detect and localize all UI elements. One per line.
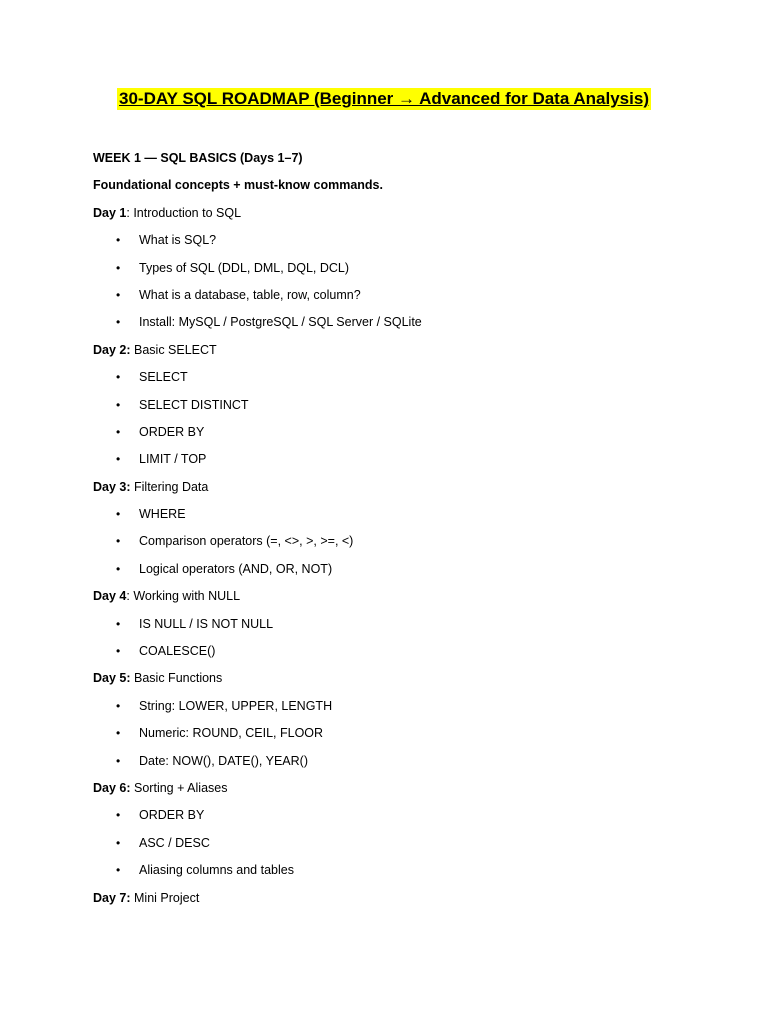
list-item: [93, 860, 713, 887]
list-item-text: Date: NOW(), DATE(), YEAR(): [139, 753, 308, 768]
list-item-text: SELECT: [139, 370, 188, 385]
list-item: [93, 230, 713, 257]
list-item: [93, 504, 713, 531]
bullet-icon: •: [116, 863, 121, 878]
bullet-icon: •: [116, 644, 121, 659]
bullet-icon: •: [116, 507, 121, 522]
list-item-text: ASC / DESC: [139, 835, 210, 850]
list-item: [93, 258, 713, 285]
list-item-text: What is a database, table, row, column?: [139, 287, 361, 302]
day-topic: Basic SELECT: [134, 342, 217, 357]
list-item: [93, 559, 713, 586]
list-item: [93, 422, 713, 449]
day-separator: :: [126, 205, 134, 220]
bullet-icon: •: [116, 233, 121, 248]
list-item: [93, 696, 713, 723]
bullet-icon: •: [116, 397, 121, 412]
list-item-text: LIMIT / TOP: [139, 452, 207, 467]
bullet-icon: •: [116, 424, 121, 439]
list-item-text: WHERE: [139, 507, 186, 522]
day-6-heading: [93, 778, 713, 805]
title-wrapper: [0, 88, 768, 110]
day-label: Day 2:: [93, 342, 131, 357]
list-item-text: Logical operators (AND, OR, NOT): [139, 561, 333, 576]
list-item-text: String: LOWER, UPPER, LENGTH: [139, 698, 333, 713]
list-item-text: What is SQL?: [139, 233, 217, 248]
bullet-icon: •: [116, 370, 121, 385]
day-3-heading: [93, 477, 713, 504]
list-item: [93, 312, 713, 339]
list-item: [93, 833, 713, 860]
day-label: Day 7:: [93, 890, 131, 905]
bullet-icon: •: [116, 452, 121, 467]
list-item-text: ORDER BY: [139, 808, 205, 823]
bullet-icon: •: [116, 753, 121, 768]
bullet-icon: •: [116, 835, 121, 850]
day-separator: :: [126, 589, 134, 604]
document-title: 30-DAY SQL ROADMAP (Beginner → Advanced for Data Analysis): [119, 89, 649, 108]
day-4-heading: [93, 586, 713, 613]
list-item-text: COALESCE(): [139, 644, 216, 659]
day-1-heading: [93, 203, 713, 230]
bullet-icon: •: [116, 260, 121, 275]
bullet-icon: •: [116, 287, 121, 302]
day-label: Day 3:: [93, 479, 131, 494]
list-item-text: Install: MySQL / PostgreSQL / SQL Server / SQLite: [139, 315, 422, 330]
list-item-text: SELECT DISTINCT: [139, 397, 249, 412]
bullet-icon: •: [116, 808, 121, 823]
document-body: [93, 148, 713, 915]
list-item-text: Numeric: ROUND, CEIL, FLOOR: [139, 726, 324, 741]
day-topic: Working with NULL: [133, 589, 241, 604]
bullet-icon: •: [116, 534, 121, 549]
week-heading: WEEK 1 — SQL BASICS (Days 1–7): [93, 151, 303, 165]
day-5-heading: [93, 668, 713, 695]
list-item-text: Types of SQL (DDL, DML, DQL, DCL): [139, 260, 350, 275]
list-item: [93, 641, 713, 668]
list-item-text: Comparison operators (=, <>, >, >=, <): [139, 534, 354, 549]
list-item: [93, 395, 713, 422]
bullet-icon: •: [116, 726, 121, 741]
day-label: Day 1: [93, 205, 127, 220]
bullet-icon: •: [116, 315, 121, 330]
list-item: [93, 531, 713, 558]
day-label: Day 5:: [93, 671, 131, 686]
list-item: [93, 285, 713, 312]
day-topic: Mini Project: [134, 890, 200, 905]
list-item: [93, 614, 713, 641]
list-item: [93, 805, 713, 832]
week-subheading: Foundational concepts + must-know commands.: [93, 178, 383, 193]
list-item-text: IS NULL / IS NOT NULL: [139, 616, 274, 631]
bullet-icon: •: [116, 698, 121, 713]
list-item: [93, 367, 713, 394]
day-topic: Basic Functions: [134, 671, 223, 686]
day-7-heading: [93, 888, 713, 915]
list-item: [93, 449, 713, 476]
list-item: [93, 723, 713, 750]
day-topic: Sorting + Aliases: [134, 780, 228, 795]
day-topic: Introduction to SQL: [133, 205, 242, 220]
list-item: [93, 751, 713, 778]
day-2-heading: [93, 340, 713, 367]
bullet-icon: •: [116, 561, 121, 576]
day-label: Day 6:: [93, 780, 131, 795]
list-item-text: Aliasing columns and tables: [139, 863, 294, 878]
day-topic: Filtering Data: [134, 479, 209, 494]
day-label: Day 4: [93, 589, 127, 604]
list-item-text: ORDER BY: [139, 424, 205, 439]
bullet-icon: •: [116, 616, 121, 631]
